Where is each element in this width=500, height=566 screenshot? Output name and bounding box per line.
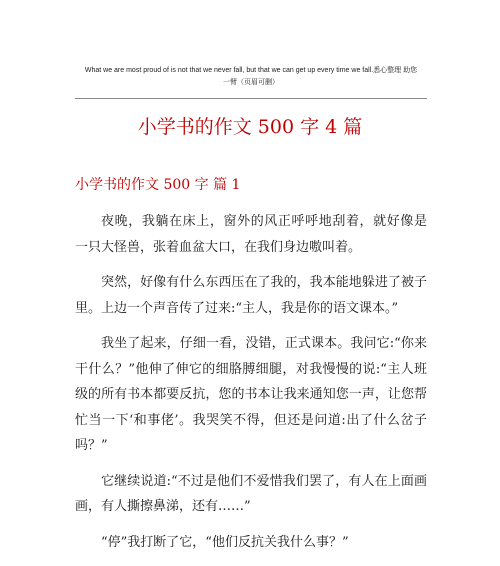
article-body — [75, 209, 427, 565]
paragraph-4: 它继续说道:“不过是他们不爱惜我们罢了，有人在上面画画，有人撕擦鼻涕，还有……” — [75, 473, 427, 514]
section-heading: 小学书的作文 500 字 篇 1 — [75, 177, 241, 193]
paragraph-5: “停”我打断了它，“他们反抗关我什么事？” — [101, 534, 349, 550]
paragraph-2: 突然，好像有什么东西压在了我的，我本能地躲进了被子里。上边一个声音传了过来:“主人，我是你的语文课本。” — [75, 275, 427, 316]
page-header — [75, 65, 427, 89]
paragraph-1: 夜晚，我躺在床上，窗外的风正呼呼地刮着，就好像是 一只大怪兽，张着血盆大口，在我们身边嗷叫着。 — [75, 214, 427, 255]
document-title: 小学书的作文 500 字 4 篇 — [137, 116, 363, 138]
header-divider — [75, 98, 427, 99]
header-line-2: 一臂（页眉可删） — [223, 79, 279, 86]
paragraph-3: 我坐了起来，仔细一看，没错，正式课本。我问它:“你来干什么？”他伸了伸它的细胳膊细腿，对我慢慢的说:“主人班级的所有书本都要反抗，您的书本让我来通知您一声，让您帮忙当一下‘和事佬’。我哭笑不得，但还是问道:出了什么岔子吗？” — [75, 336, 427, 453]
header-line-1: What we are most proud of is not that we never fall, but that we can get up every time we fall.悉心整理 助您 — [84, 67, 418, 74]
